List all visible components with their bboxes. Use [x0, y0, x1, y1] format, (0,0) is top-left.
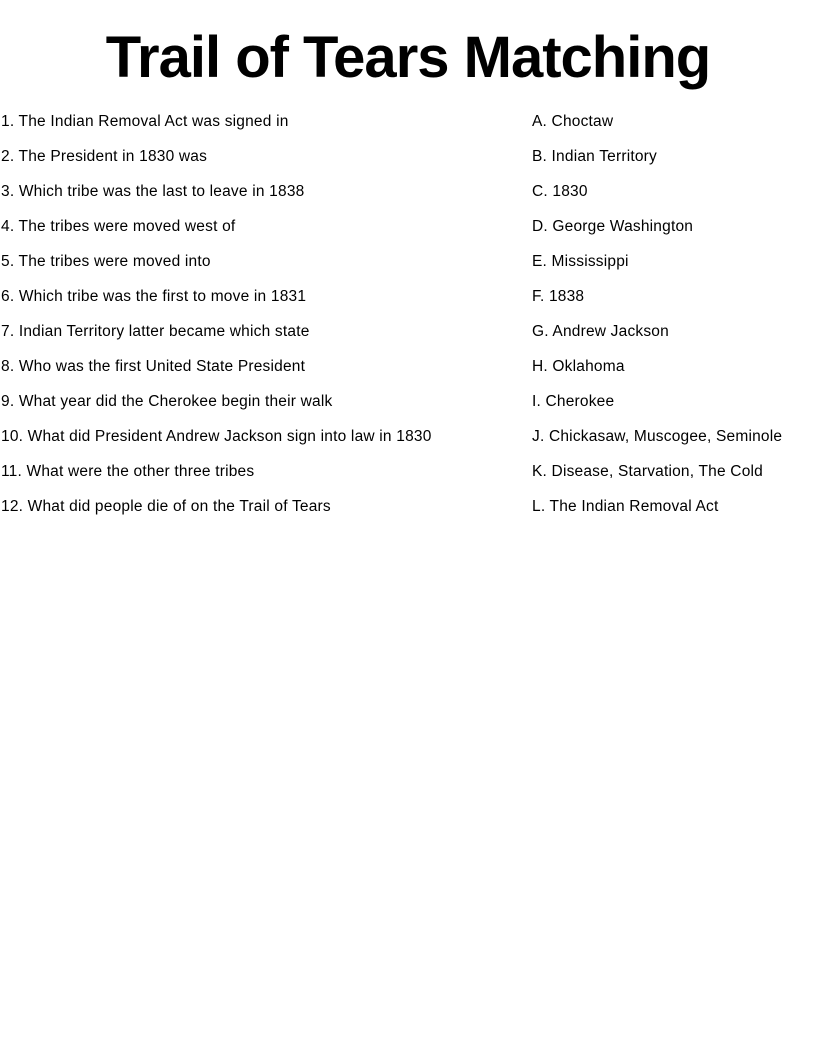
answer-item: L. The Indian Removal Act — [532, 497, 719, 515]
answer-item: C. 1830 — [532, 182, 588, 200]
answer-item: K. Disease, Starvation, The Cold — [532, 462, 763, 480]
question-item: 4. The tribes were moved west of — [1, 217, 236, 235]
answer-item: G. Andrew Jackson — [532, 322, 669, 340]
page-title: Trail of Tears Matching — [105, 25, 711, 90]
answer-item: E. Mississippi — [532, 252, 629, 270]
answer-item: I. Cherokee — [532, 392, 615, 410]
question-item: 6. Which tribe was the first to move in 1831 — [1, 287, 307, 305]
question-item: 2. The President in 1830 was — [1, 147, 208, 165]
questions-column — [1, 104, 521, 524]
question-item: 7. Indian Territory latter became which state — [1, 322, 310, 340]
answer-item: J. Chickasaw, Muscogee, Seminole — [532, 427, 783, 445]
question-item: 1. The Indian Removal Act was signed in — [1, 112, 289, 130]
answer-item: F. 1838 — [532, 287, 585, 305]
question-item: 10. What did President Andrew Jackson sign into law in 1830 — [1, 427, 432, 445]
question-item: 12. What did people die of on the Trail of Tears — [1, 497, 331, 515]
question-item: 11. What were the other three tribes — [1, 462, 255, 480]
question-item: 8. Who was the first United State President — [1, 357, 306, 375]
question-item: 5. The tribes were moved into — [1, 252, 211, 270]
question-item: 3. Which tribe was the last to leave in 1838 — [1, 182, 305, 200]
answers-column — [532, 104, 816, 524]
answer-item: H. Oklahoma — [532, 357, 625, 375]
answer-item: A. Choctaw — [532, 112, 614, 130]
answer-item: B. Indian Territory — [532, 147, 657, 165]
question-item: 9. What year did the Cherokee begin their walk — [1, 392, 333, 410]
answer-item: D. George Washington — [532, 217, 694, 235]
